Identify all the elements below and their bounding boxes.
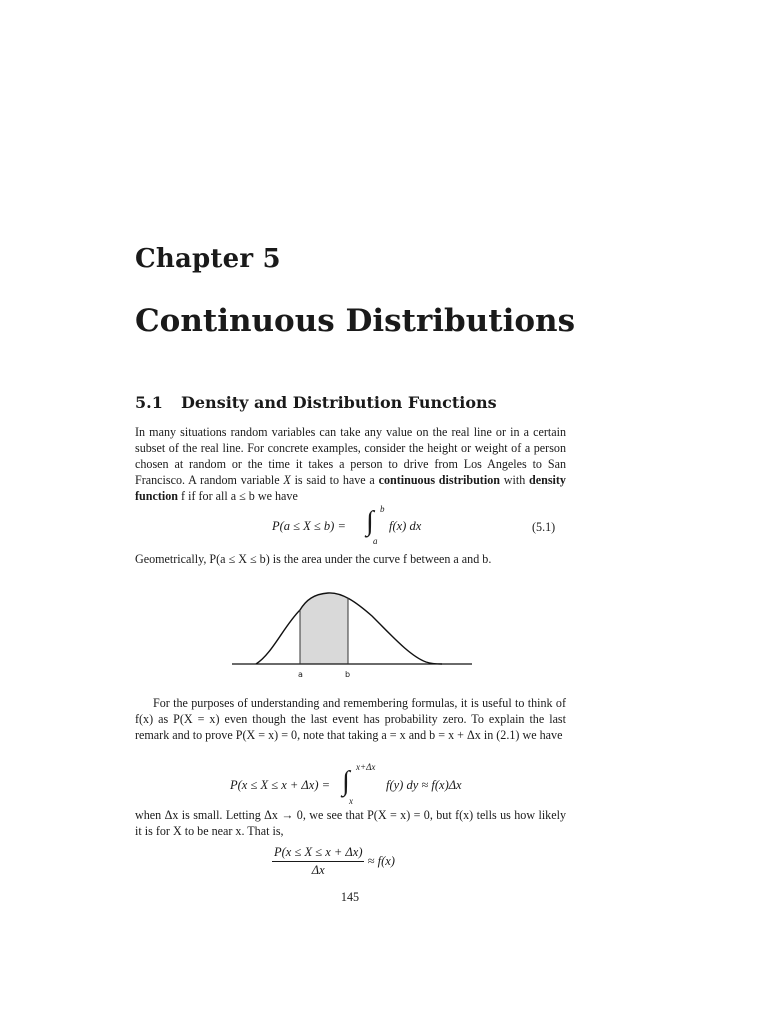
fraction-numerator: P(x ≤ X ≤ x + Δx) [272,845,364,862]
paragraph-intro [135,424,566,504]
chapter-title: Continuous Distributions [135,303,576,339]
label-b: b [345,670,351,679]
shaded-area [300,593,348,664]
section-heading [135,393,497,412]
fraction [272,845,364,878]
eq1-upper-limit: b [380,504,385,514]
chapter-label: Chapter 5 [135,244,281,274]
fraction-denominator: Δx [311,863,325,877]
eq2-lhs: P(x ≤ X ≤ x + Δx) = [230,778,331,792]
eq1-lower-limit: a [373,536,378,546]
integral-sign-2: ∫ [342,766,350,797]
eq3-rhs: ≈ f(x) [367,854,395,868]
label-a: a [298,670,303,679]
eq2-lower-limit: x [349,796,353,806]
eq2-rhs: f(y) dy ≈ f(x)Δx [386,778,462,792]
eq1-lhs: P(a ≤ X ≤ b) = [272,519,346,533]
paragraph-when-small [135,807,566,839]
section-title: Density and Distribution Functions [181,393,497,412]
eq2-upper-limit: x+Δx [356,762,376,772]
integral-sign: ∫ [366,506,374,537]
equation-number: (5.1) [532,520,556,534]
para1-text-1: In many situations random variables can take any value on the real line or in a certain subset of the real line. For concrete examples, consider the height or weight of a person chosen at random or the time it takes a person to drive from Los Angeles to San Francisco. A random variable [135,425,566,487]
para1-text-2: is said to have a [290,473,379,487]
para4-text: when Δx is small. Letting Δx → 0, we see that P(X = x) = 0, but f(x) tells us how likely it is for X to be near x. That is, [135,808,566,838]
density-curve-plot [232,584,472,684]
term-continuous-distribution: continuous distribution [378,473,500,487]
page-number: 145 [340,890,360,904]
paragraph-purposes [135,695,566,743]
para1-var-x: X [283,473,291,487]
paragraph-geometric [135,551,566,567]
term-density-function: density function [135,473,566,503]
eq1-integrand: f(x) dx [389,519,422,533]
density-figure [232,584,472,688]
section-number: 5.1 [135,393,163,412]
para3-text: For the purposes of understanding and remembering formulas, it is useful to think of f(x) as P(X = x) even though the last event has probability zero. To explain the last remark and to prove P(X = x) = 0, note that taking a = x and b = x + Δx in (2.1) we have [135,696,566,742]
para1-text-3: with [499,473,530,487]
equation-ratio [272,845,395,878]
para1-text-4: f if for all a ≤ b we have [178,489,298,503]
para2-text: Geometrically, P(a ≤ X ≤ b) is the area under the curve f between a and b. [135,552,492,566]
